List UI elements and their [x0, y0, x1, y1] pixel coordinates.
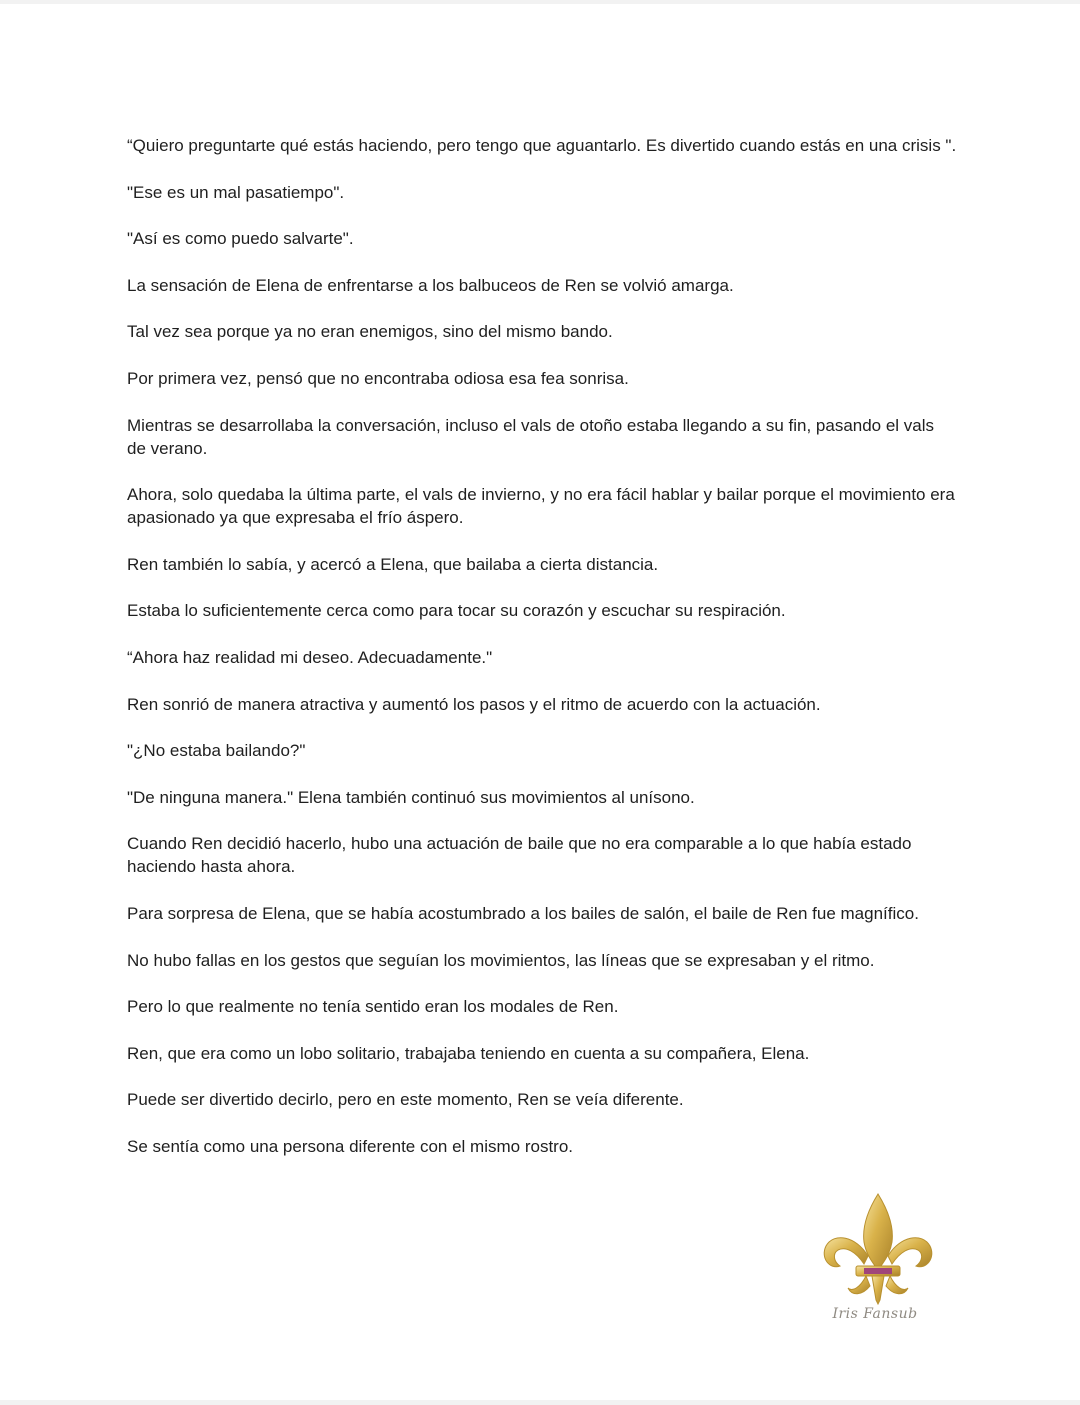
document-page [0, 4, 1080, 1400]
paragraph: Por primera vez, pensó que no encontraba odiosa esa fea sonrisa. [127, 368, 629, 388]
paragraph: Mientras se desarrollaba la conversación, incluso el vals de otoño estaba llegando a su fin, pasando el vals de verano. [127, 415, 935, 458]
paragraph: Puede ser divertido decirlo, pero en este momento, Ren se veía diferente. [127, 1090, 684, 1110]
paragraph: Pero lo que realmente no tenía sentido eran los modales de Ren. [127, 997, 619, 1017]
paragraph: Ren sonrió de manera atractiva y aumentó los pasos y el ritmo de acuerdo con la actuación. [127, 694, 821, 714]
paragraph: Ren también lo sabía, y acercó a Elena, que bailaba a cierta distancia. [127, 554, 659, 574]
paragraph: Estaba lo suficientemente cerca como para tocar su corazón y escuchar su respiración. [127, 601, 786, 621]
paragraph: "¿No estaba bailando?" [127, 741, 306, 761]
paragraph: Para sorpresa de Elena, que se había acostumbrado a los bailes de salón, el baile de Ren fue magnífico. [127, 903, 919, 923]
paragraph: "De ninguna manera." Elena también continuó sus movimientos al unísono. [127, 787, 695, 807]
paragraph: Ahora, solo quedaba la última parte, el vals de invierno, y no era fácil hablar y bailar porque el movimiento era apasionado ya que expresaba el frío áspero. [127, 485, 955, 528]
paragraph: Cuando Ren decidió hacerlo, hubo una actuación de baile que no era comparable a lo que había estado haciendo hasta ahora. [127, 834, 912, 877]
fansub-signature: Iris Fansub [832, 1306, 918, 1322]
paragraph: “Ahora haz realidad mi deseo. Adecuadamente." [127, 647, 493, 667]
paragraph: “Quiero preguntarte qué estás haciendo, pero tengo que aguantarlo. Es divertido cuando estás en una crisis ". [127, 136, 957, 155]
story-text [127, 134, 957, 1181]
paragraph: "Así es como puedo salvarte". [127, 229, 354, 249]
paragraph: Ren, que era como un lobo solitario, trabajaba teniendo en cuenta a su compañera, Elena. [127, 1043, 810, 1063]
paragraph: La sensación de Elena de enfrentarse a los balbuceos de Ren se volvió amarga. [127, 275, 734, 295]
paragraph: "Ese es un mal pasatiempo". [127, 182, 345, 202]
paragraph: No hubo fallas en los gestos que seguían los movimientos, las líneas que se expresaban y el ritmo. [127, 950, 875, 970]
paragraph: Tal vez sea porque ya no eran enemigos, sino del mismo bando. [127, 322, 613, 342]
paragraph: Se sentía como una persona diferente con el mismo rostro. [127, 1136, 574, 1156]
